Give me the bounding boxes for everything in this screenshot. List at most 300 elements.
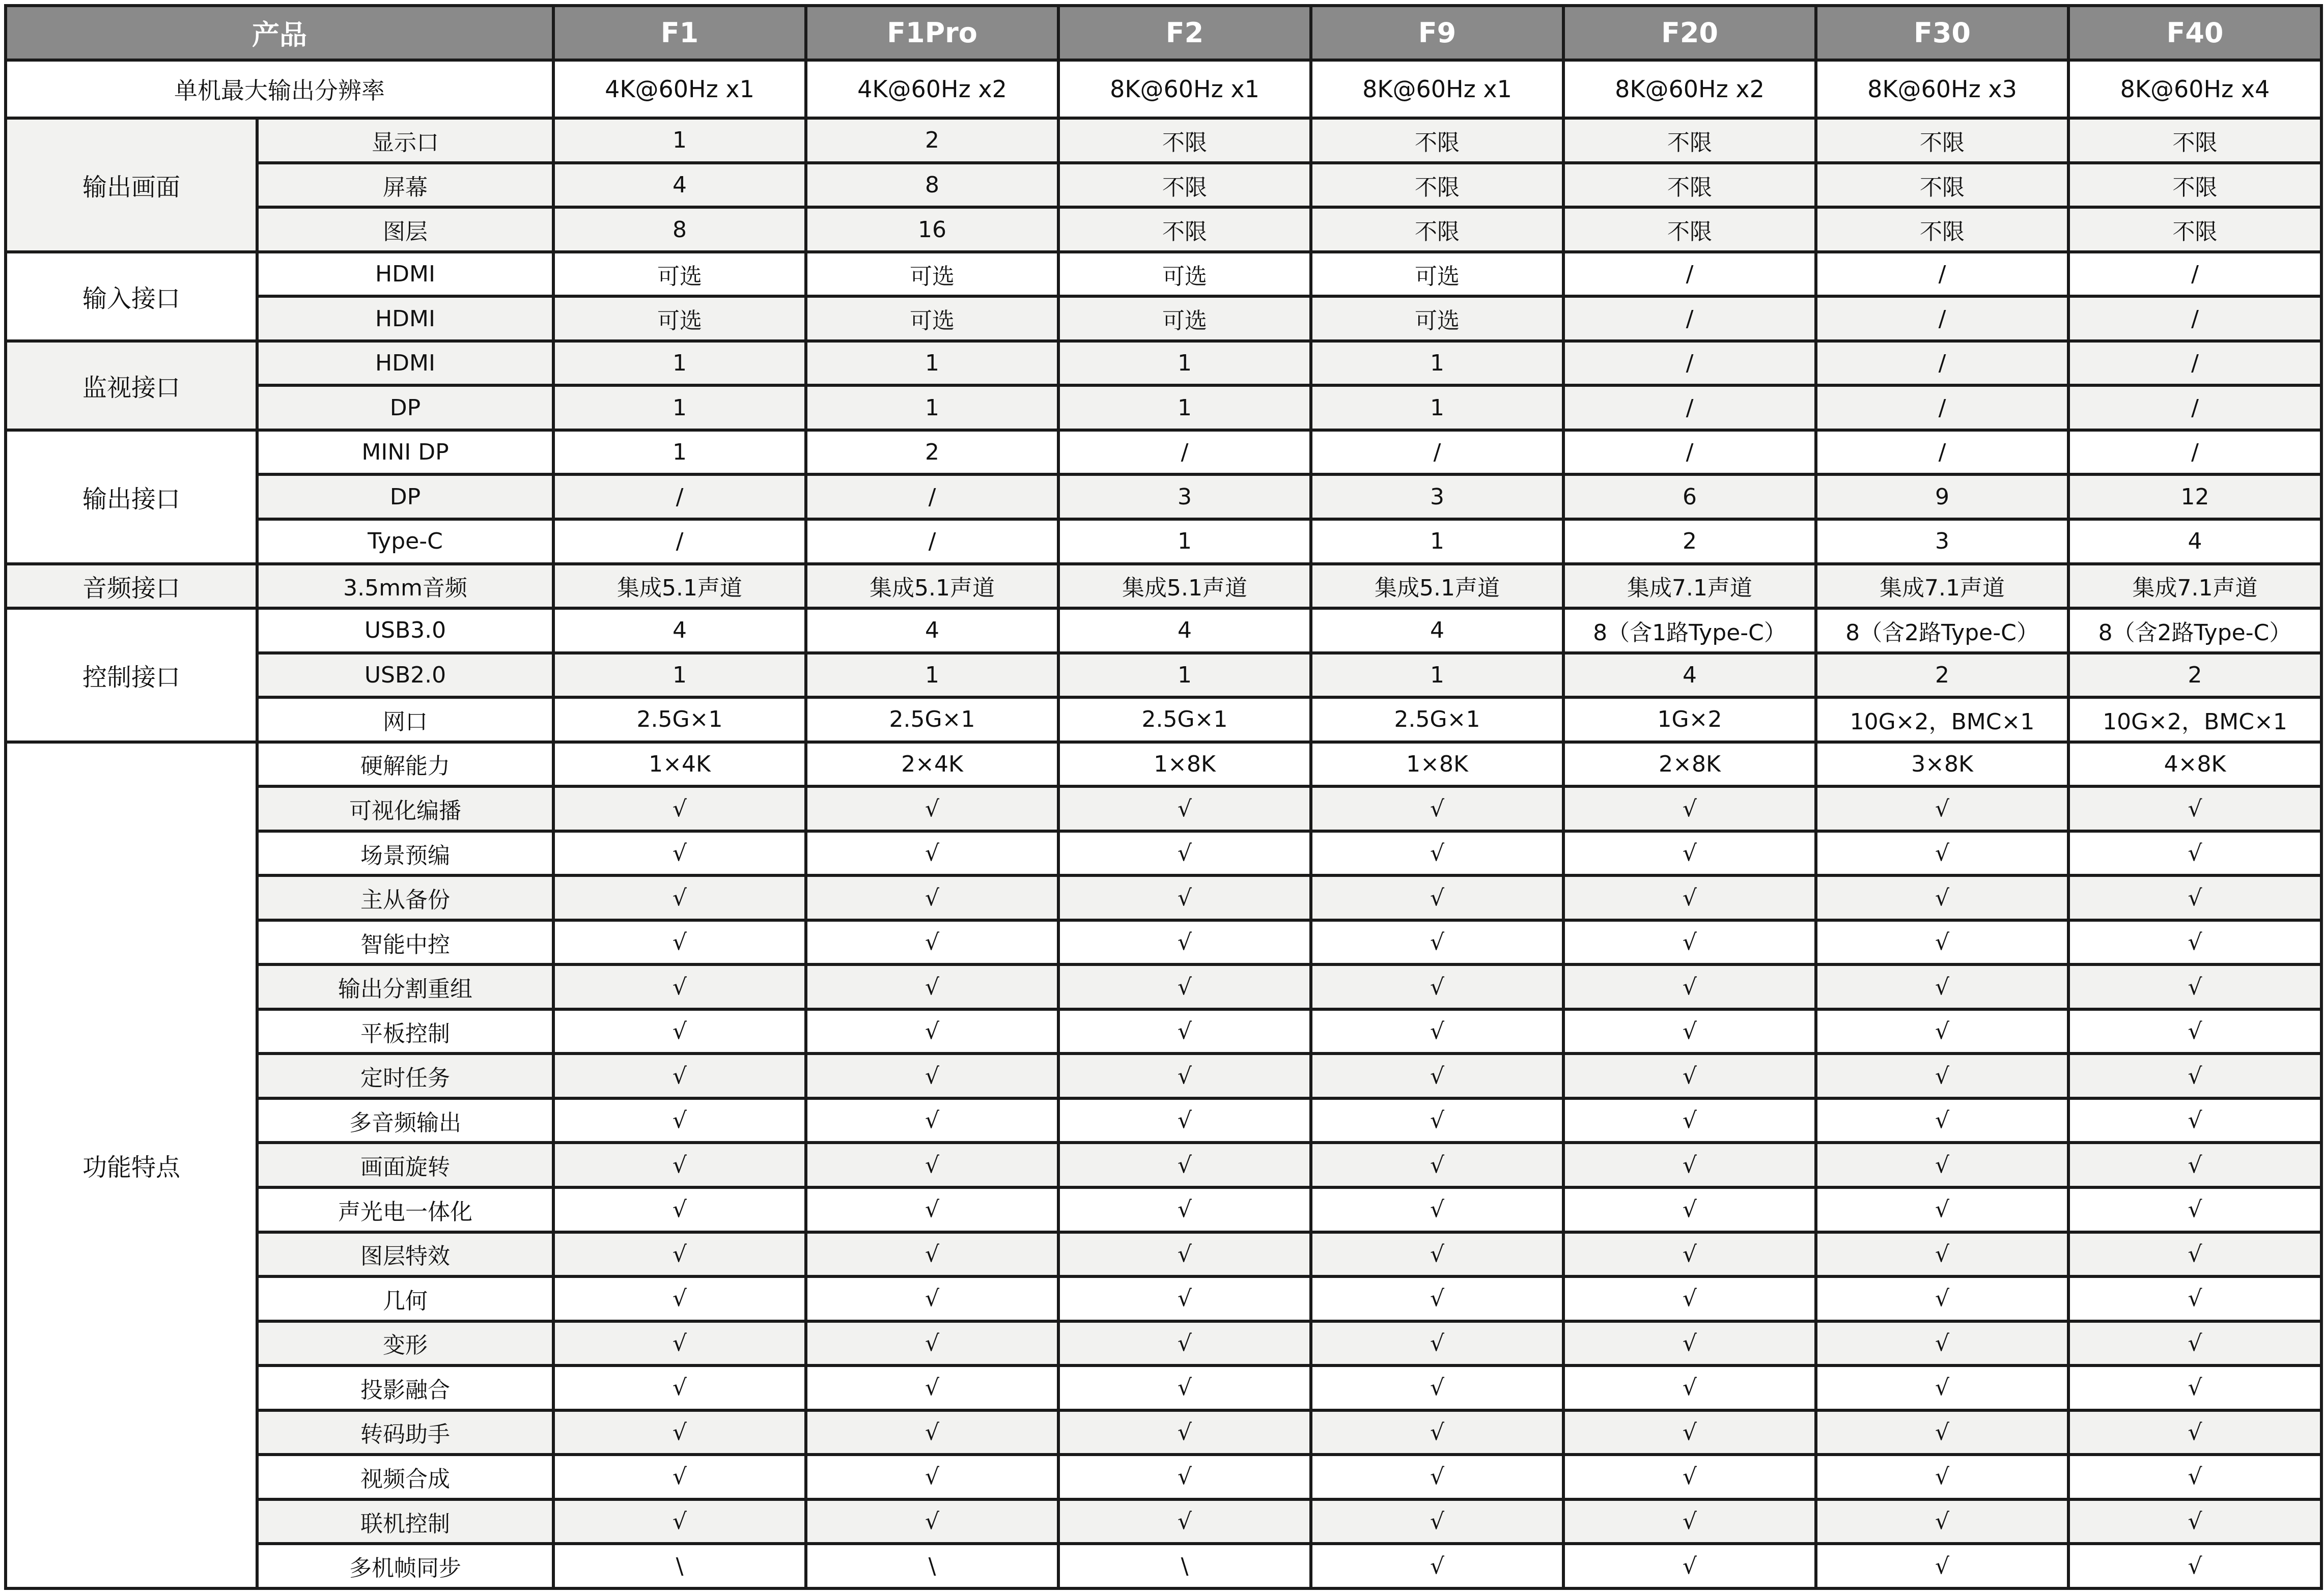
cell-value: 集成7.1声道 — [2068, 564, 2321, 609]
cell-value: √ — [553, 1499, 806, 1544]
cell-value: 2 — [1563, 519, 1816, 564]
table-row — [6, 1499, 2321, 1544]
cell-value: √ — [2068, 920, 2321, 965]
row-label: MINI DP — [257, 430, 553, 475]
cell-value: √ — [1058, 1455, 1311, 1499]
cell-value: 1×8K — [1058, 742, 1311, 787]
cell-value: √ — [1563, 1544, 1816, 1588]
cell-value: √ — [1563, 1365, 1816, 1410]
table-row — [6, 252, 2321, 297]
cell-value: √ — [1311, 1544, 1563, 1588]
table-row — [6, 385, 2321, 430]
cell-value: / — [1311, 430, 1563, 475]
cell-value: √ — [806, 831, 1058, 876]
cell-value: √ — [806, 920, 1058, 965]
cell-value: 1×8K — [1311, 742, 1563, 787]
cell-value: √ — [1563, 964, 1816, 1009]
cell-value: 3 — [1311, 474, 1563, 519]
cell-value: 2.5G×1 — [553, 697, 806, 742]
cell-value: 1 — [553, 653, 806, 698]
cell-value: √ — [806, 1410, 1058, 1455]
cell-value: 不限 — [1058, 163, 1311, 208]
cell-value: √ — [1311, 1321, 1563, 1366]
cell-value: √ — [2068, 831, 2321, 876]
cell-value: √ — [1563, 1098, 1816, 1143]
row-label: USB2.0 — [257, 653, 553, 698]
cell-value: √ — [2068, 875, 2321, 920]
cell-value: 集成7.1声道 — [1563, 564, 1816, 609]
resolution-row — [6, 60, 2321, 118]
row-label: 多音频输出 — [257, 1098, 553, 1143]
row-label: Type-C — [257, 519, 553, 564]
cell-value: 2.5G×1 — [806, 697, 1058, 742]
cell-value: √ — [1311, 1455, 1563, 1499]
cell-value: 集成7.1声道 — [1816, 564, 2068, 609]
cell-value: √ — [553, 831, 806, 876]
header-row — [6, 6, 2321, 60]
cell-value: 1 — [806, 653, 1058, 698]
cell-value: 不限 — [1563, 207, 1816, 252]
table-row — [6, 831, 2321, 876]
cell-value: 3×8K — [1816, 742, 2068, 787]
cell-value: / — [806, 519, 1058, 564]
row-label: 图层 — [257, 207, 553, 252]
cell-value: / — [1816, 430, 2068, 475]
cell-value: √ — [1311, 1365, 1563, 1410]
row-label: USB3.0 — [257, 608, 553, 653]
group-label: 输入接口 — [6, 252, 257, 341]
cell-value: 1 — [1058, 341, 1311, 386]
cell-value: √ — [1058, 1143, 1311, 1187]
cell-value: √ — [1058, 1321, 1311, 1366]
cell-value: √ — [1311, 1054, 1563, 1098]
group-section — [6, 430, 2321, 564]
table-row — [6, 296, 2321, 341]
cell-value: √ — [1816, 1098, 2068, 1143]
cell-value: √ — [2068, 1410, 2321, 1455]
cell-value: √ — [1058, 1499, 1311, 1544]
cell-value: √ — [1816, 1455, 2068, 1499]
row-label: 3.5mm音频 — [257, 564, 553, 609]
resolution-value: 8K@60Hz x2 — [1563, 60, 1816, 118]
cell-value: √ — [553, 1232, 806, 1277]
cell-value: √ — [1816, 875, 2068, 920]
cell-value: √ — [553, 786, 806, 831]
cell-value: 不限 — [1816, 118, 2068, 163]
cell-value: / — [2068, 296, 2321, 341]
row-label: 硬解能力 — [257, 742, 553, 787]
cell-value: 可选 — [806, 252, 1058, 297]
cell-value: 1 — [1058, 653, 1311, 698]
table-row — [6, 786, 2321, 831]
cell-value: \ — [553, 1544, 806, 1588]
cell-value: √ — [553, 1009, 806, 1054]
cell-value: 2×8K — [1563, 742, 1816, 787]
cell-value: √ — [1058, 875, 1311, 920]
group-label: 控制接口 — [6, 608, 257, 742]
table-row — [6, 1365, 2321, 1410]
row-label: 主从备份 — [257, 875, 553, 920]
row-label: 平板控制 — [257, 1009, 553, 1054]
cell-value: √ — [553, 1054, 806, 1098]
cell-value: √ — [1311, 964, 1563, 1009]
cell-value: √ — [1311, 1499, 1563, 1544]
cell-value: √ — [1816, 786, 2068, 831]
group-section — [6, 564, 2321, 609]
table-row — [6, 697, 2321, 742]
cell-value: √ — [1563, 1499, 1816, 1544]
table-row — [6, 1098, 2321, 1143]
resolution-value: 8K@60Hz x1 — [1058, 60, 1311, 118]
cell-value: √ — [1311, 831, 1563, 876]
cell-value: √ — [1563, 786, 1816, 831]
cell-value: 不限 — [2068, 207, 2321, 252]
cell-value: √ — [806, 1365, 1058, 1410]
cell-value: / — [1563, 385, 1816, 430]
cell-value: √ — [1816, 920, 2068, 965]
cell-value: √ — [806, 964, 1058, 1009]
cell-value: √ — [1816, 964, 2068, 1009]
cell-value: / — [1563, 430, 1816, 475]
cell-value: 不限 — [1311, 118, 1563, 163]
row-label: 屏幕 — [257, 163, 553, 208]
cell-value: √ — [553, 1276, 806, 1321]
table-row — [6, 1276, 2321, 1321]
product-header-f20: F20 — [1563, 6, 1816, 60]
cell-value: 1 — [806, 341, 1058, 386]
cell-value: √ — [2068, 1499, 2321, 1544]
cell-value: √ — [2068, 1365, 2321, 1410]
cell-value: √ — [806, 1143, 1058, 1187]
cell-value: 可选 — [553, 296, 806, 341]
cell-value: √ — [2068, 1232, 2321, 1277]
table-row — [6, 1544, 2321, 1588]
table-row — [6, 564, 2321, 609]
cell-value: √ — [1311, 786, 1563, 831]
cell-value: / — [553, 474, 806, 519]
cell-value: √ — [1058, 831, 1311, 876]
cell-value: √ — [806, 1098, 1058, 1143]
table-row — [6, 920, 2321, 965]
cell-value: √ — [2068, 1054, 2321, 1098]
table-row — [6, 519, 2321, 564]
cell-value: 1 — [1058, 385, 1311, 430]
row-label: 投影融合 — [257, 1365, 553, 1410]
row-label: 定时任务 — [257, 1054, 553, 1098]
product-header-f2: F2 — [1058, 6, 1311, 60]
cell-value: √ — [1563, 1054, 1816, 1098]
cell-value: 集成5.1声道 — [1058, 564, 1311, 609]
table-row — [6, 1009, 2321, 1054]
cell-value: √ — [1563, 875, 1816, 920]
row-label: 输出分割重组 — [257, 964, 553, 1009]
cell-value: 8（含1路Type-C） — [1563, 608, 1816, 653]
cell-value: √ — [553, 1410, 806, 1455]
cell-value: √ — [553, 875, 806, 920]
cell-value: 1 — [1311, 341, 1563, 386]
group-label: 输出画面 — [6, 118, 257, 252]
cell-value: √ — [1816, 1276, 2068, 1321]
cell-value: 1 — [553, 385, 806, 430]
product-header-f1pro: F1Pro — [806, 6, 1058, 60]
cell-value: √ — [1563, 1321, 1816, 1366]
cell-value: 2×4K — [806, 742, 1058, 787]
cell-value: 不限 — [1311, 207, 1563, 252]
table-row — [6, 1187, 2321, 1232]
cell-value: 1 — [553, 341, 806, 386]
cell-value: 1×4K — [553, 742, 806, 787]
cell-value: √ — [1311, 920, 1563, 965]
table-row — [6, 163, 2321, 208]
cell-value: √ — [1816, 1410, 2068, 1455]
resolution-value: 8K@60Hz x4 — [2068, 60, 2321, 118]
cell-value: \ — [806, 1544, 1058, 1588]
cell-value: 不限 — [2068, 163, 2321, 208]
table-row — [6, 608, 2321, 653]
group-label: 输出接口 — [6, 430, 257, 564]
row-label: 可视化编播 — [257, 786, 553, 831]
cell-value: 可选 — [1058, 252, 1311, 297]
cell-value: √ — [553, 1455, 806, 1499]
cell-value: √ — [553, 1321, 806, 1366]
cell-value: 6 — [1563, 474, 1816, 519]
cell-value: √ — [806, 1499, 1058, 1544]
cell-value: √ — [2068, 1009, 2321, 1054]
group-label: 功能特点 — [6, 742, 257, 1588]
row-label: 声光电一体化 — [257, 1187, 553, 1232]
cell-value: √ — [1563, 1276, 1816, 1321]
cell-value: √ — [2068, 1098, 2321, 1143]
cell-value: / — [2068, 430, 2321, 475]
cell-value: / — [1816, 385, 2068, 430]
resolution-value: 4K@60Hz x1 — [553, 60, 806, 118]
cell-value: / — [1563, 252, 1816, 297]
cell-value: 1 — [1311, 385, 1563, 430]
cell-value: / — [1563, 296, 1816, 341]
cell-value: √ — [553, 1098, 806, 1143]
cell-value: √ — [1058, 1232, 1311, 1277]
cell-value: 集成5.1声道 — [1311, 564, 1563, 609]
cell-value: √ — [1058, 920, 1311, 965]
cell-value: √ — [1058, 786, 1311, 831]
cell-value: √ — [1816, 1232, 2068, 1277]
cell-value: √ — [806, 1009, 1058, 1054]
product-header-f1: F1 — [553, 6, 806, 60]
cell-value: √ — [806, 1321, 1058, 1366]
cell-value: √ — [1311, 1276, 1563, 1321]
row-label: HDMI — [257, 252, 553, 297]
group-section — [6, 341, 2321, 430]
table-row — [6, 1143, 2321, 1187]
cell-value: 1 — [1311, 653, 1563, 698]
cell-value: 2 — [806, 118, 1058, 163]
cell-value: √ — [1311, 1187, 1563, 1232]
cell-value: √ — [1816, 1321, 2068, 1366]
cell-value: √ — [1311, 1009, 1563, 1054]
cell-value: 4 — [1563, 653, 1816, 698]
cell-value: √ — [2068, 964, 2321, 1009]
group-section — [6, 118, 2321, 252]
cell-value: 1 — [1058, 519, 1311, 564]
cell-value: √ — [806, 1187, 1058, 1232]
cell-value: / — [1563, 341, 1816, 386]
cell-value: / — [553, 519, 806, 564]
cell-value: 不限 — [1816, 163, 2068, 208]
cell-value: √ — [1563, 1232, 1816, 1277]
cell-value: √ — [553, 920, 806, 965]
cell-value: 可选 — [1311, 252, 1563, 297]
cell-value: 4 — [1311, 608, 1563, 653]
row-label: HDMI — [257, 296, 553, 341]
cell-value: 2 — [1816, 653, 2068, 698]
cell-value: √ — [553, 1143, 806, 1187]
cell-value: √ — [1563, 1143, 1816, 1187]
cell-value: 可选 — [806, 296, 1058, 341]
table-row — [6, 341, 2321, 386]
cell-value: √ — [1058, 964, 1311, 1009]
cell-value: 3 — [1058, 474, 1311, 519]
table-row — [6, 430, 2321, 475]
product-header-f40: F40 — [2068, 6, 2321, 60]
cell-value: √ — [1816, 1187, 2068, 1232]
cell-value: 集成5.1声道 — [553, 564, 806, 609]
cell-value: 不限 — [2068, 118, 2321, 163]
row-label: DP — [257, 385, 553, 430]
row-label: 变形 — [257, 1321, 553, 1366]
table-row — [6, 1054, 2321, 1098]
cell-value: √ — [1311, 875, 1563, 920]
product-header-label: 产品 — [6, 6, 553, 60]
row-label: HDMI — [257, 341, 553, 386]
group-section — [6, 252, 2321, 341]
row-label: 多机帧同步 — [257, 1544, 553, 1588]
cell-value: √ — [1816, 1544, 2068, 1588]
cell-value: √ — [1311, 1098, 1563, 1143]
cell-value: √ — [1816, 1054, 2068, 1098]
cell-value: 16 — [806, 207, 1058, 252]
cell-value: √ — [806, 1054, 1058, 1098]
cell-value: √ — [806, 786, 1058, 831]
cell-value: 不限 — [1816, 207, 2068, 252]
cell-value: 4 — [806, 608, 1058, 653]
cell-value: √ — [1563, 831, 1816, 876]
cell-value: 9 — [1816, 474, 2068, 519]
cell-value: √ — [1058, 1054, 1311, 1098]
cell-value: √ — [2068, 786, 2321, 831]
cell-value: 2.5G×1 — [1058, 697, 1311, 742]
cell-value: √ — [1816, 1499, 2068, 1544]
resolution-value: 8K@60Hz x3 — [1816, 60, 2068, 118]
table-row — [6, 1410, 2321, 1455]
cell-value: √ — [553, 1187, 806, 1232]
row-label: DP — [257, 474, 553, 519]
cell-value: √ — [1058, 1365, 1311, 1410]
cell-value: √ — [1058, 1276, 1311, 1321]
cell-value: 可选 — [553, 252, 806, 297]
row-label: 转码助手 — [257, 1410, 553, 1455]
cell-value: √ — [2068, 1276, 2321, 1321]
table-row — [6, 742, 2321, 787]
cell-value: √ — [1563, 920, 1816, 965]
cell-value: 8（含2路Type-C） — [1816, 608, 2068, 653]
cell-value: √ — [1058, 1009, 1311, 1054]
cell-value: √ — [1563, 1455, 1816, 1499]
cell-value: 4 — [553, 163, 806, 208]
row-label: 几何 — [257, 1276, 553, 1321]
group-label: 监视接口 — [6, 341, 257, 430]
table-row — [6, 1455, 2321, 1499]
table-row — [6, 1232, 2321, 1277]
product-header-f9: F9 — [1311, 6, 1563, 60]
cell-value: √ — [1311, 1410, 1563, 1455]
cell-value: √ — [2068, 1544, 2321, 1588]
cell-value: √ — [806, 1276, 1058, 1321]
cell-value: √ — [1058, 1410, 1311, 1455]
cell-value: √ — [1058, 1098, 1311, 1143]
row-label: 视频合成 — [257, 1455, 553, 1499]
cell-value: 2 — [2068, 653, 2321, 698]
cell-value: √ — [2068, 1187, 2321, 1232]
cell-value: 10G×2，BMC×1 — [1816, 697, 2068, 742]
row-label: 图层特效 — [257, 1232, 553, 1277]
cell-value: 4×8K — [2068, 742, 2321, 787]
table-header — [6, 6, 2321, 60]
cell-value: / — [1816, 296, 2068, 341]
table-row — [6, 207, 2321, 252]
cell-value: √ — [1563, 1009, 1816, 1054]
cell-value: / — [806, 474, 1058, 519]
cell-value: √ — [2068, 1143, 2321, 1187]
table-row — [6, 964, 2321, 1009]
row-label: 场景预编 — [257, 831, 553, 876]
cell-value: 不限 — [1563, 163, 1816, 208]
resolution-row-label: 单机最大输出分辨率 — [6, 60, 553, 118]
cell-value: 2.5G×1 — [1311, 697, 1563, 742]
cell-value: / — [2068, 252, 2321, 297]
cell-value: 12 — [2068, 474, 2321, 519]
group-section — [6, 742, 2321, 1588]
cell-value: √ — [1311, 1232, 1563, 1277]
cell-value: 不限 — [1058, 207, 1311, 252]
cell-value: √ — [1816, 1143, 2068, 1187]
table-row — [6, 118, 2321, 163]
cell-value: √ — [2068, 1321, 2321, 1366]
cell-value: 4 — [2068, 519, 2321, 564]
cell-value: / — [2068, 385, 2321, 430]
cell-value: 不限 — [1563, 118, 1816, 163]
cell-value: 10G×2，BMC×1 — [2068, 697, 2321, 742]
cell-value: √ — [806, 875, 1058, 920]
table-row — [6, 1321, 2321, 1366]
cell-value: √ — [1563, 1187, 1816, 1232]
cell-value: √ — [1058, 1187, 1311, 1232]
cell-value: 不限 — [1058, 118, 1311, 163]
cell-value: √ — [553, 1365, 806, 1410]
cell-value: √ — [1816, 1009, 2068, 1054]
row-label: 智能中控 — [257, 920, 553, 965]
group-section — [6, 608, 2321, 742]
cell-value: 可选 — [1311, 296, 1563, 341]
group-label: 音频接口 — [6, 564, 257, 609]
cell-value: √ — [2068, 1455, 2321, 1499]
table-row — [6, 875, 2321, 920]
cell-value: / — [1816, 341, 2068, 386]
cell-value: 1 — [553, 118, 806, 163]
cell-value: / — [2068, 341, 2321, 386]
cell-value: 4 — [553, 608, 806, 653]
row-label: 画面旋转 — [257, 1143, 553, 1187]
cell-value: / — [1816, 252, 2068, 297]
